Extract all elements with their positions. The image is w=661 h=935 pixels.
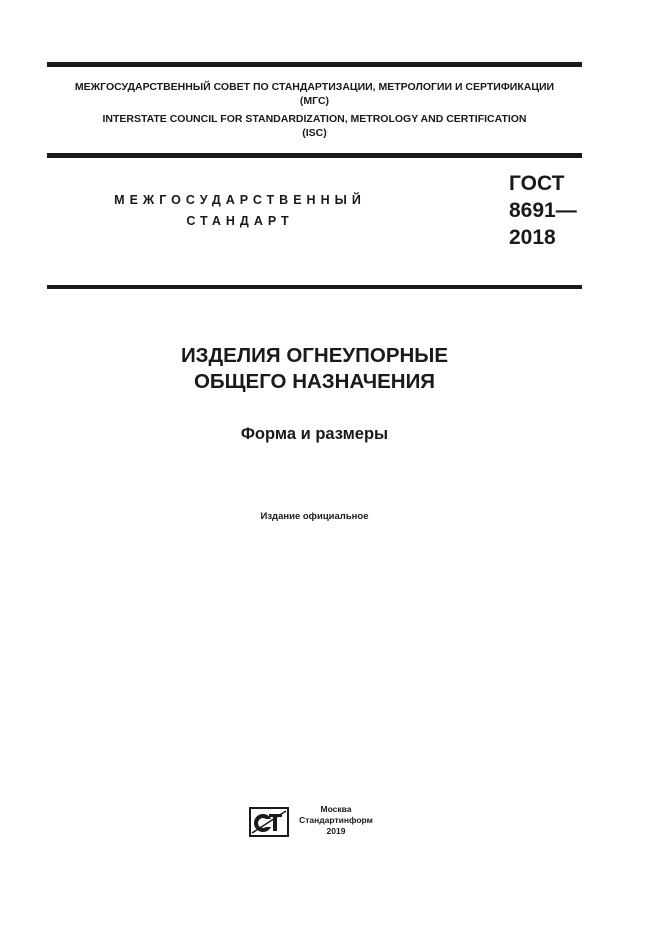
standard-type-label <box>90 190 390 232</box>
standartinform-logo-icon <box>249 807 289 837</box>
council-ru-abbr: (МГС) <box>299 95 330 107</box>
standard-label-line2: СТАНДАРТ <box>186 214 294 228</box>
edition-note: Издание официальное <box>260 511 369 522</box>
publisher-year: 2019 <box>326 826 346 836</box>
title-line1: ИЗДЕЛИЯ ОГНЕУПОРНЫЕ <box>180 344 449 367</box>
standard-rule <box>47 285 582 289</box>
top-rule <box>47 62 582 67</box>
document-subtitle: Форма и размеры <box>240 425 389 443</box>
gost-designation <box>509 170 577 251</box>
gost-line1: ГОСТ <box>509 172 565 195</box>
publisher-city: Москва <box>320 804 352 814</box>
title-line2: ОБЩЕГО НАЗНАЧЕНИЯ <box>193 370 436 393</box>
publisher-info <box>297 804 375 837</box>
council-name-en <box>47 112 582 140</box>
council-ru-text: МЕЖГОСУДАРСТВЕННЫЙ СОВЕТ ПО СТАНДАРТИЗАЦИИ, МЕТРОЛОГИИ И СЕРТИФИКАЦИИ <box>74 81 555 93</box>
publisher-name: Стандартинформ <box>299 815 373 825</box>
gost-line3: 2018 <box>509 226 556 249</box>
council-name-ru <box>47 80 582 108</box>
document-title <box>47 343 582 395</box>
council-en-text: INTERSTATE COUNCIL FOR STANDARDIZATION, METROLOGY AND CERTIFICATION <box>102 113 527 125</box>
header-rule <box>47 153 582 158</box>
standard-label-line1: МЕЖГОСУДАРСТВЕННЫЙ <box>114 193 366 207</box>
gost-line2: 8691— <box>509 199 577 222</box>
council-en-abbr: (ISC) <box>302 127 327 139</box>
